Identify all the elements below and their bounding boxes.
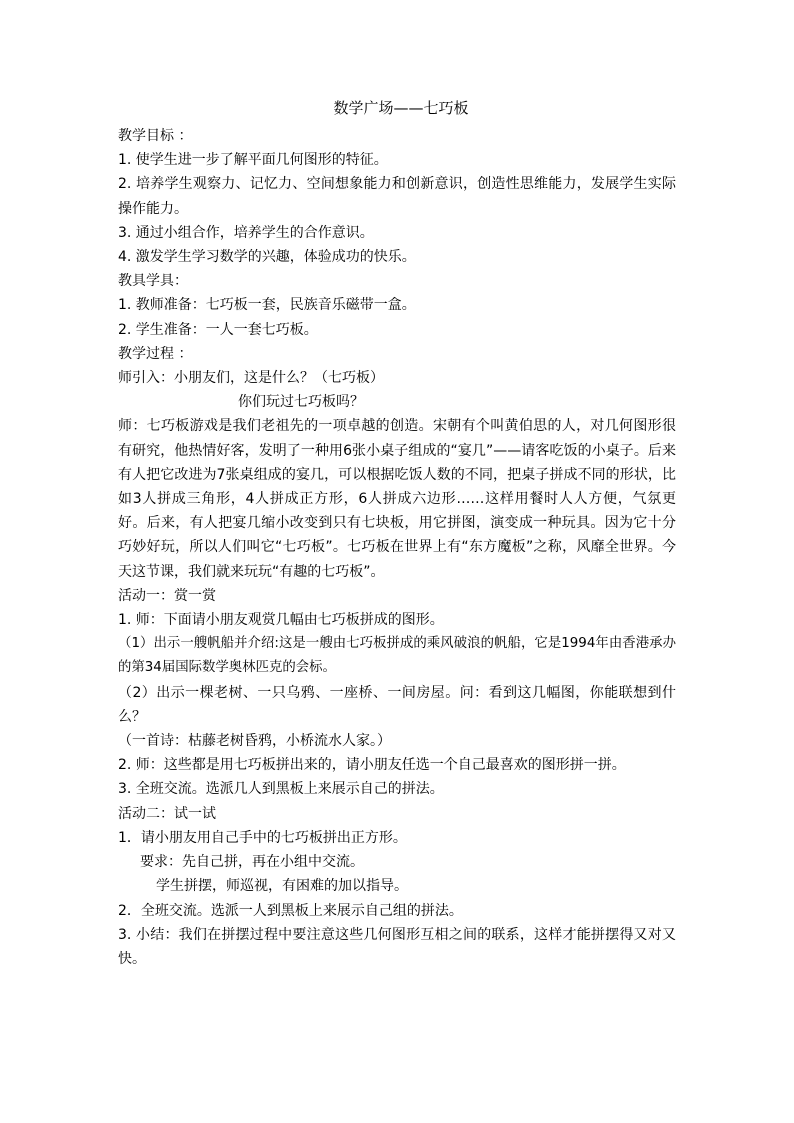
activity1-poem: （一首诗：枯藤老树昏鸦，小桥流水人家。） <box>118 733 391 750</box>
goal-item: 2. 培养学生观察力、记忆力、空间想象能力和创新意识，创造性思维能力，发展学生实际操作能力。 <box>118 176 676 217</box>
document-page <box>118 96 676 971</box>
activity1-step: 2. 师：这些都是用七巧板拼出来的，请小朋友任选一个自己最喜欢的图形拼一拼。 <box>118 757 626 774</box>
process-intro-question: 你们玩过七巧板吗？ <box>238 394 364 411</box>
process-story: 师：七巧板游戏是我们老祖先的一项卓越的创造。宋朝有个叫黄伯思的人，对几何图形很有研究，他热情好客，发明了一种用6张小桌子组成的“宴几”——请客吃饭的小桌子。后来有人把它改进为7张桌组成的宴几，可以根据吃饭人数的不同，把桌子拼成不同的形状，比如3人拼成三角形，4人拼成正方形，6人拼成六边形……这样用餐时人人方便，气氛更好。后来，有人把宴几缩小改变到只有七块板，用它拼图，演变成一种玩具。因为它十分巧妙好玩，所以人们叫它“七巧板”。七巧板在世界上有“东方魔板”之称，风靡全世界。今天这节课，我们就来玩玩“有趣的七巧板”。 <box>118 418 676 580</box>
activity2-summary: 3. 小结：我们在拼摆过程中要注意这些几何图形互相之间的联系，这样才能拼摆得又对又快。 <box>118 926 676 967</box>
activity2-practice: 学生拼摆，师巡视，有困难的加以指导。 <box>156 878 408 895</box>
activity2-requirement: 要求：先自己拼，再在小组中交流。 <box>140 854 364 871</box>
activity1-step: 1. 师：下面请小朋友观赏几幅由七巧板拼成的图形。 <box>118 612 444 629</box>
activity1-sub: （1）出示一艘帆船并介绍:这是一艘由七巧板拼成的乘风破浪的帆船，它是1994年由香港承办的第34届国际数学奥林匹克的会标。 <box>118 636 676 676</box>
tool-item: 2. 学生准备：一人一套七巧板。 <box>118 321 318 338</box>
activity2-step: 2．全班交流。选派一人到黑板上来展示自己组的拼法。 <box>118 902 463 919</box>
page-title: 数学广场——七巧板 <box>333 99 469 117</box>
goals-heading: 教学目标 ： <box>118 128 193 144</box>
activity1-sub: （2）出示一棵老树、一只乌鸦、一座桥、一间房屋。问：看到这几幅图，你能联想到什么？ <box>118 684 676 725</box>
tool-item: 1. 教师准备：七巧板一套，民族音乐磁带一盒。 <box>118 297 416 314</box>
process-intro: 师引入：小朋友们，这是什么？（七巧板） <box>118 370 384 387</box>
activity1-step: 3. 全班交流。选派几人到黑板上来展示自己的拼法。 <box>118 781 444 798</box>
goal-item: 4. 激发学生学习数学的兴趣，体验成功的快乐。 <box>118 249 416 266</box>
activity2-step: 1．请小朋友用自己手中的七巧板拼出正方形。 <box>118 829 407 846</box>
goal-item: 1. 使学生进一步了解平面几何图形的特征。 <box>118 152 388 169</box>
activity1-heading: 活动一：赏一赏 <box>118 587 216 604</box>
process-heading: 教学过程 ： <box>118 345 193 362</box>
tools-heading: 教具学具： <box>118 273 188 290</box>
activity2-heading: 活动二：试一试 <box>118 805 216 822</box>
goal-item: 3. 通过小组合作，培养学生的合作意识。 <box>118 224 374 241</box>
